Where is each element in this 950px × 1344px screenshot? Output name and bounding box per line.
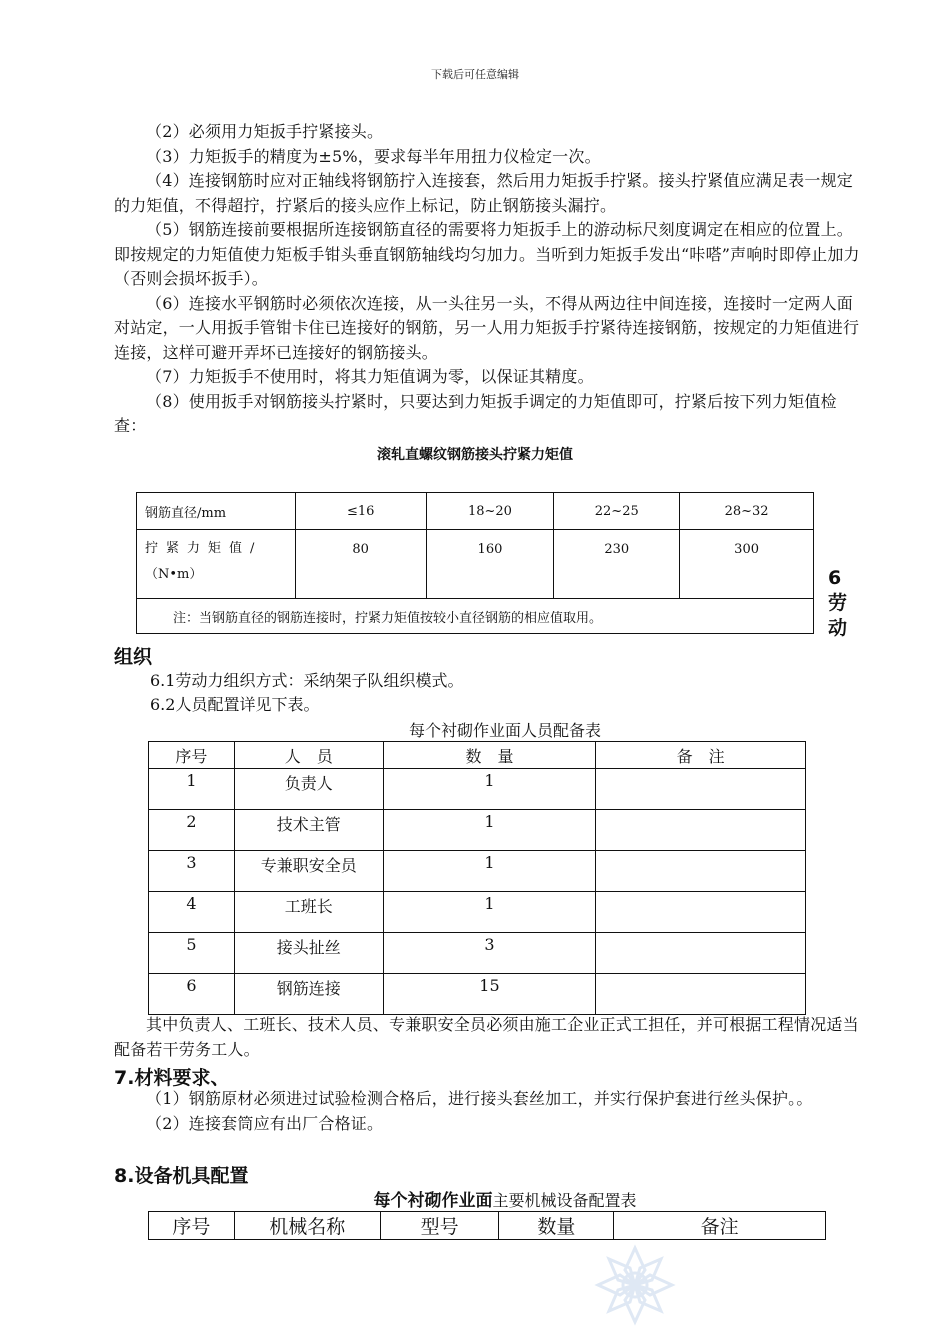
- table-row: [149, 892, 806, 933]
- header-cell: 序号: [149, 742, 235, 769]
- paragraph-6: （6）连接水平钢筋时必须依次连接，从一头往另一头，不得从两边往中间连接，连接时一定两人面对站定，一人用扳手管钳卡住已连接好的钢筋，另一人用力矩扳手拧紧待连接钢筋，按规定的力矩值进行连接，这样可避开弄坏已连接好的钢筋接头。: [114, 293, 860, 362]
- table-cell: 负责人: [234, 769, 383, 810]
- section-6-heading-tail: 组织: [114, 646, 153, 668]
- paragraph-4: （4）连接钢筋时应对正轴线将钢筋拧入连接套，然后用力矩扳手拧紧。接头拧紧值应满足表一规定的力矩值，不得超拧，拧紧后的接头应作上标记，防止钢筋接头漏拧。: [114, 171, 853, 215]
- table-row: [149, 974, 806, 1015]
- staff-table: [148, 741, 806, 1015]
- equipment-table: [148, 1211, 826, 1240]
- header-cell: 数量: [499, 1212, 614, 1240]
- staff-note: 其中负责人、工班长、技术人员、专兼职安全员必须由施工企业正式工担任，并可根据工程情况适当配备若干劳务工人。: [114, 1015, 859, 1059]
- table-cell: 工班长: [234, 892, 383, 933]
- torque-table-note: 注：当钢筋直径的钢筋连接时，拧紧力矩值按较小直径钢筋的相应值取用。: [137, 599, 814, 634]
- torque-cell: 160: [426, 530, 554, 599]
- torque-cell: 300: [680, 530, 814, 599]
- equipment-table-caption: [0, 1186, 950, 1211]
- section-6-item-1: 6.1劳动力组织方式：采纳架子队组织模式。: [150, 671, 464, 690]
- table-cell: 3: [149, 851, 235, 892]
- section-8-heading: 8.设备机具配置: [114, 1165, 249, 1187]
- table-cell: 3: [383, 933, 596, 974]
- section-6-heading-side: [828, 566, 854, 641]
- staff-note-paragraph: [114, 1013, 860, 1062]
- diameter-cell: 18~20: [426, 493, 554, 530]
- staff-table-caption: 每个衬砌作业面人员配备表: [408, 721, 601, 740]
- header-cell: 备 注: [596, 742, 806, 769]
- table-row: [137, 493, 814, 530]
- table-cell: 15: [383, 974, 596, 1015]
- torque-table: [136, 492, 814, 634]
- table-header-row: [149, 742, 806, 769]
- table-cell: [596, 769, 806, 810]
- table-cell: 1: [149, 769, 235, 810]
- table-row: [149, 810, 806, 851]
- torque-label: [137, 530, 296, 599]
- paragraph-5: （5）钢筋连接前要根据所连接钢筋直径的需要将力矩扳手上的游动标尺刻度调定在相应的位置上。即按规定的力矩值使力矩板手钳头垂直钢筋轴线均匀加力。当听到力矩扳手发出“咔嗒”声响时即停止加力（否则会损坏扳手）。: [114, 220, 860, 288]
- table-row: [149, 933, 806, 974]
- torque-label-line1: 拧紧力矩值/: [145, 541, 263, 556]
- section-7-heading: 7.材料要求、: [114, 1067, 230, 1089]
- table-cell: 5: [149, 933, 235, 974]
- table-cell: 4: [149, 892, 235, 933]
- table-cell: 6: [149, 974, 235, 1015]
- section-7-body: [114, 1087, 860, 1136]
- header-cell: 机械名称: [234, 1212, 380, 1240]
- equipment-caption-rest: 主要机械设备配置表: [492, 1191, 637, 1210]
- table-cell: [596, 933, 806, 974]
- torque-table-caption: 滚轧直螺纹钢筋接头拧紧力矩值: [377, 447, 573, 463]
- paragraph-7: （7）力矩扳手不使用时，将其力矩值调为零，以保证其精度。: [146, 367, 594, 386]
- table-cell: [596, 974, 806, 1015]
- table-cell: [596, 810, 806, 851]
- section-7-item-2: （2）连接套筒应有出厂合格证。: [146, 1113, 384, 1133]
- header-cell: 人 员: [234, 742, 383, 769]
- diameter-cell: ≤16: [295, 493, 426, 530]
- table-cell: 1: [383, 810, 596, 851]
- table-row: [137, 599, 814, 634]
- torque-label-unit: （N•m）: [145, 567, 203, 582]
- torque-cell: 80: [295, 530, 426, 599]
- table-cell: 专兼职安全员: [234, 851, 383, 892]
- table-cell: 1: [383, 892, 596, 933]
- header-cell: 型号: [380, 1212, 499, 1240]
- torque-cell: 230: [554, 530, 680, 599]
- paragraph-3: （3）力矩扳手的精度为±5%，要求每半年用扭力仪检定一次。: [146, 146, 601, 166]
- paragraph-2: （2）必须用力矩扳手拧紧接头。: [146, 122, 384, 141]
- diameter-cell: 28~32: [680, 493, 814, 530]
- section-6-number: 6: [828, 567, 842, 589]
- header-cell: 序号: [149, 1212, 235, 1240]
- table-cell: [596, 892, 806, 933]
- watermark-logo-icon: [590, 1240, 680, 1330]
- table-header-row: [149, 1212, 826, 1240]
- table-cell: 技术主管: [234, 810, 383, 851]
- section-6-item-2: 6.2人员配置详见下表。: [150, 695, 320, 714]
- table-cell: 1: [383, 769, 596, 810]
- diameter-cell: 22~25: [554, 493, 680, 530]
- table-cell: 2: [149, 810, 235, 851]
- header-cell: 备注: [614, 1212, 826, 1240]
- table-row: [149, 769, 806, 810]
- section-6-char: 动: [828, 617, 848, 639]
- table-cell: 钢筋连接: [234, 974, 383, 1015]
- diameter-label: 钢筋直径/mm: [137, 493, 296, 530]
- section-6-char: 劳: [828, 592, 848, 614]
- page-header: 下载后可任意编辑: [431, 68, 519, 81]
- equipment-caption-bold: 每个衬砌作业面: [373, 1191, 493, 1211]
- paragraph-8: （8）使用扳手对钢筋接头拧紧时，只要达到力矩扳手调定的力矩值即可，拧紧后按下列力矩值检查：: [114, 391, 837, 435]
- table-cell: 1: [383, 851, 596, 892]
- table-cell: [596, 851, 806, 892]
- table-cell: 接头扯丝: [234, 933, 383, 974]
- header-cell: 数 量: [383, 742, 596, 769]
- section-7-item-1: （1）钢筋原材必须进过试验检测合格后，进行接头套丝加工，并实行保护套进行丝头保护。。: [146, 1089, 813, 1108]
- table-row: [149, 851, 806, 892]
- body-paragraphs-top: [114, 120, 860, 439]
- table-row: [137, 530, 814, 599]
